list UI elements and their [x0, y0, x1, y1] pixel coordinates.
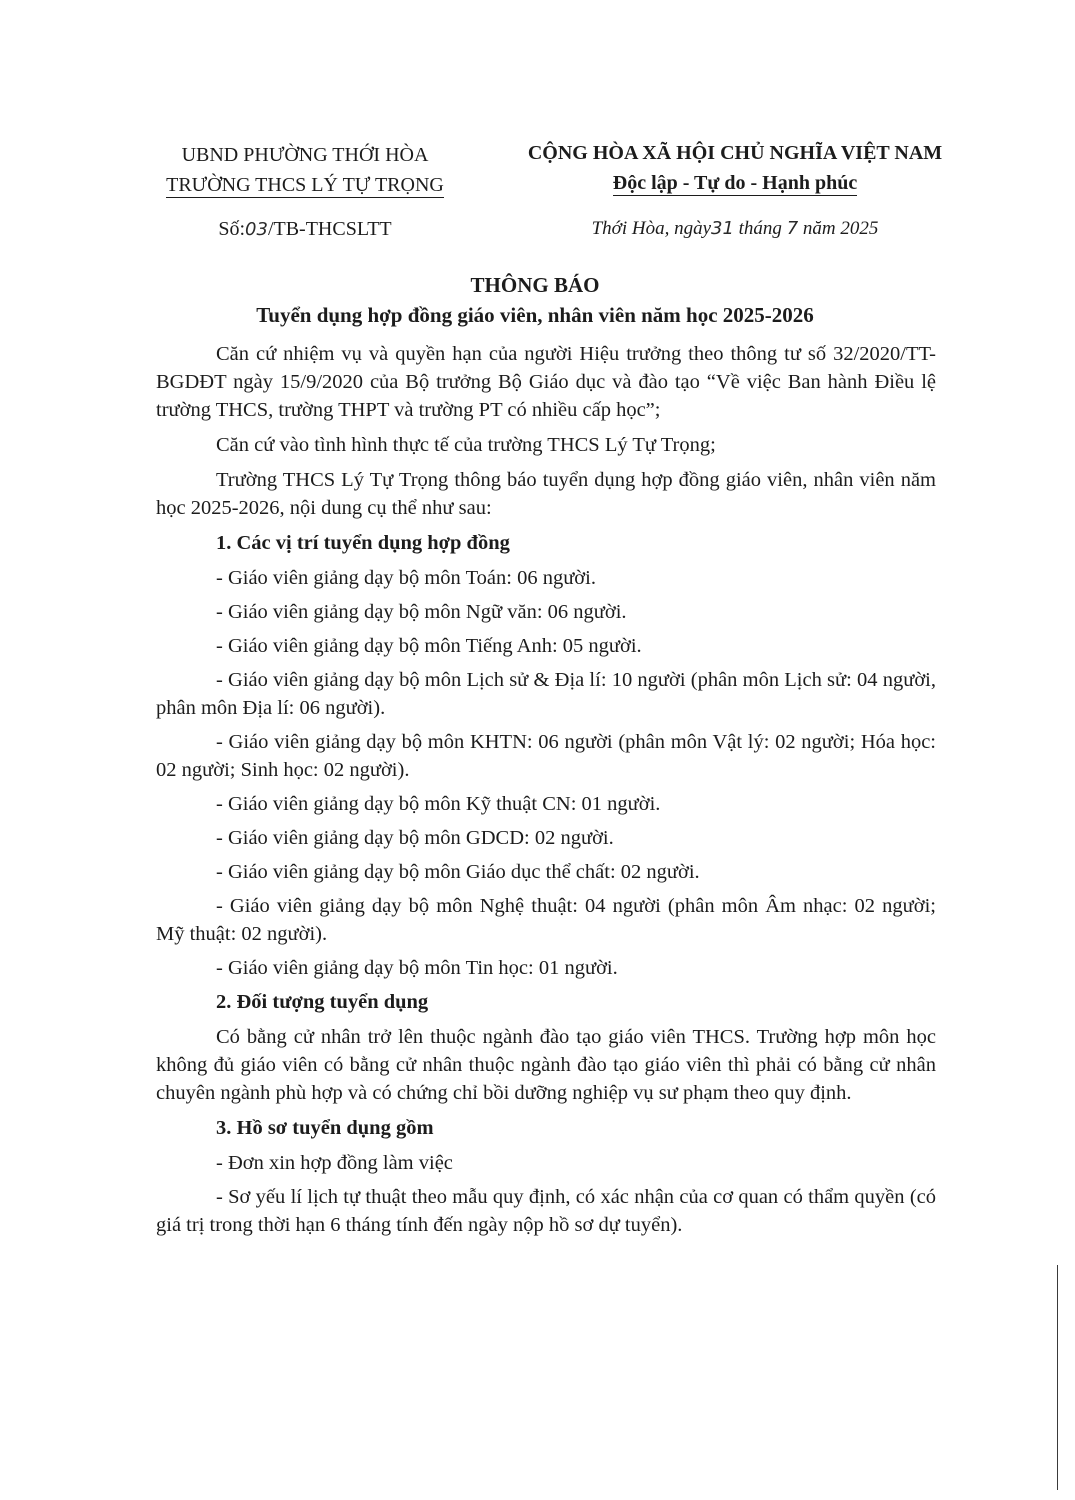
national-motto-wrap — [495, 168, 975, 198]
docno-suffix: /TB-THCSLTT — [267, 218, 392, 240]
position-item: - Giáo viên giảng dạy bộ môn Lịch sử & Địa lí: 10 người (phân môn Lịch sử: 04 người, phân môn Địa lí: 06 người). — [156, 669, 936, 719]
section-2-text: Có bằng cử nhân trở lên thuộc ngành đào tạo giáo viên THCS. Trường hợp môn học không đủ giáo viên có bằng cử nhân thuộc ngành đào tạo giáo viên thì phải có bằng cử nhân chuyên ngành phù hợp và có chứng chỉ bồi dưỡng nghiệp vụ sư phạm theo quy định. — [156, 1026, 936, 1104]
dossier-item: - Sơ yếu lí lịch tự thuật theo mẫu quy định, có xác nhận của cơ quan có thẩm quyền (có giá trị trong thời hạn 6 tháng tính đến ngày nộp hồ sơ dự tuyển). — [156, 1186, 936, 1236]
position-item: - Giáo viên giảng dạy bộ môn Kỹ thuật CN: 01 người. — [216, 793, 661, 815]
date-year: năm 2025 — [802, 218, 879, 239]
position-item: - Giáo viên giảng dạy bộ môn Giáo dục thể chất: 02 người. — [216, 861, 700, 883]
date-month-label: tháng — [738, 218, 782, 239]
section-1-heading: 1. Các vị trí tuyển dụng hợp đồng — [216, 532, 510, 554]
title-main: THÔNG BÁO — [470, 273, 600, 297]
issuer-authority: UBND PHƯỜNG THỚI HÒA — [181, 144, 429, 166]
position-item: - Giáo viên giảng dạy bộ môn Ngữ văn: 06 người. — [216, 601, 627, 623]
docno-handwritten: 03 — [245, 219, 268, 240]
section-3-heading: 3. Hồ sơ tuyển dụng gồm — [216, 1117, 434, 1139]
document-title — [150, 270, 920, 330]
date-place: Thới Hòa, ngày — [591, 218, 711, 239]
position-item: - Giáo viên giảng dạy bộ môn Tin học: 01 người. — [216, 957, 618, 979]
national-name: CỘNG HÒA XÃ HỘI CHỦ NGHĨA VIỆT NAM — [527, 142, 943, 164]
intro-paragraph-3: Trường THCS Lý Tự Trọng thông báo tuyển dụng hợp đồng giáo viên, nhân viên năm học 2025-2026, nội dung cụ thể như sau: — [156, 469, 936, 519]
document-number — [130, 218, 480, 241]
document-date — [495, 218, 975, 240]
dossier-item: - Đơn xin hợp đồng làm việc — [216, 1152, 453, 1174]
position-item: - Giáo viên giảng dạy bộ môn Tiếng Anh: 05 người. — [216, 635, 642, 657]
section-2-heading: 2. Đối tượng tuyển dụng — [216, 991, 429, 1013]
intro-paragraph-2: Căn cứ vào tình hình thực tế của trường THCS Lý Tự Trọng; — [216, 434, 716, 456]
document-body — [156, 340, 936, 1245]
position-item: - Giáo viên giảng dạy bộ môn Nghệ thuật: 04 người (phân môn Âm nhạc: 02 người; Mỹ thuật: 02 người). — [156, 895, 936, 945]
issuer-school-name: TRƯỜNG THCS LÝ TỰ TRỌNG — [166, 174, 444, 196]
issuer-school — [130, 170, 480, 200]
position-item: - Giáo viên giảng dạy bộ môn Toán: 06 người. — [216, 567, 596, 589]
date-month: 7 — [786, 218, 799, 239]
national-motto: Độc lập - Tự do - Hạnh phúc — [612, 172, 858, 194]
intro-paragraph-1: Căn cứ nhiệm vụ và quyền hạn của người Hiệu trưởng theo thông tư số 32/2020/TT-BGDĐT ngày 15/9/2020 của Bộ trưởng Bộ Giáo dục và đào tạo “Về việc Ban hành Điều lệ trường THCS, trường THPT và trường PT có nhiều cấp học”; — [156, 343, 936, 421]
date-day: 31 — [711, 218, 734, 239]
national-heading — [495, 138, 975, 198]
scan-edge-line — [1057, 1265, 1058, 1490]
position-item: - Giáo viên giảng dạy bộ môn GDCD: 02 người. — [216, 827, 614, 849]
docno-prefix: Số: — [218, 218, 246, 240]
title-sub: Tuyển dụng hợp đồng giáo viên, nhân viên năm học 2025-2026 — [256, 303, 814, 327]
issuer-block — [130, 140, 480, 200]
position-item: - Giáo viên giảng dạy bộ môn KHTN: 06 người (phân môn Vật lý: 02 người; Hóa học: 02 người; Sinh học: 02 người). — [156, 731, 936, 781]
